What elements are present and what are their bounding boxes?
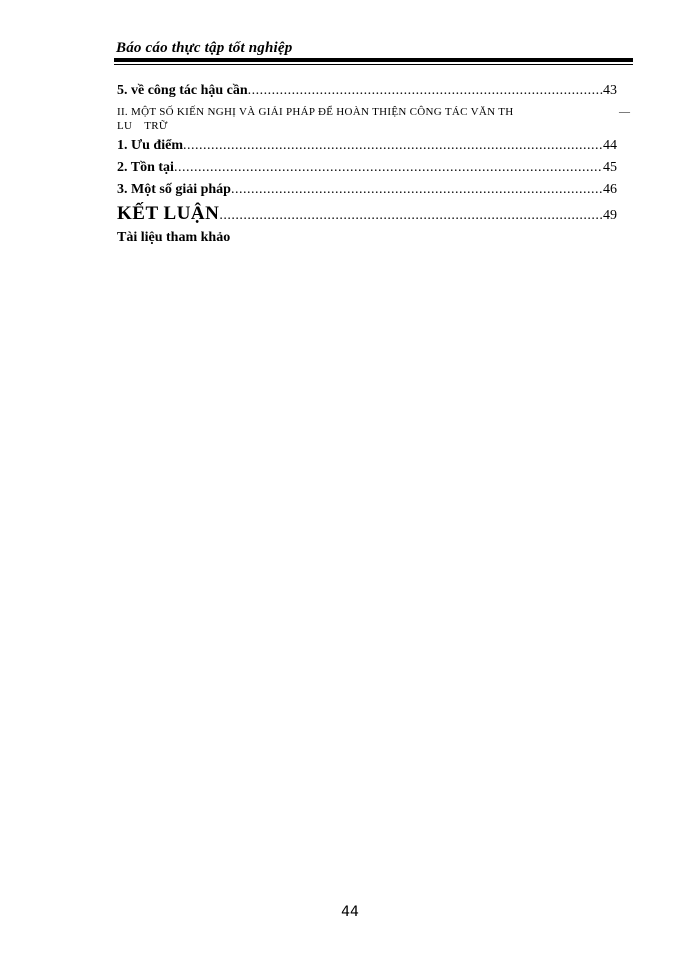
- toc-entry-page: 44: [603, 138, 617, 153]
- running-header-title: Báo cáo thực tập tốt nghiệp: [116, 40, 293, 56]
- toc-entry-page: 46: [603, 182, 617, 197]
- section-heading-line2: LU TRỮ: [117, 120, 168, 132]
- toc-entry-page: 49: [603, 208, 617, 223]
- toc-entry-conclusion: [117, 201, 617, 229]
- dot-leader: [183, 135, 603, 157]
- section-heading-dash: —: [619, 106, 631, 118]
- toc-entry-logistics: [117, 80, 617, 102]
- page-number: 44: [341, 904, 359, 920]
- dot-leader: [231, 179, 603, 201]
- toc-entry-references: Tài liệu tham khảo: [117, 230, 231, 245]
- dot-leader: [248, 80, 603, 102]
- header-rule-thick: [114, 58, 633, 62]
- toc-entry-label: 2. Tồn tại: [117, 160, 174, 175]
- dot-leader: [174, 157, 603, 179]
- toc-entry-advantages: [117, 135, 617, 157]
- toc-entry-page: 45: [603, 160, 617, 175]
- section-heading-line1: II. MỘT SỐ KIẾN NGHỊ VÀ GIẢI PHÁP ĐỂ HOÀN THIỆN CÔNG TÁC VĂN TH: [117, 106, 514, 118]
- toc-entry-solutions: [117, 179, 617, 201]
- toc-entry-limitations: [117, 157, 617, 179]
- toc-section-heading: [117, 105, 631, 133]
- header-rule-thin: [114, 64, 633, 65]
- toc-entry-page: 43: [603, 83, 617, 98]
- toc-entry-label: 1. Ưu điểm: [117, 138, 183, 153]
- toc-entry-label: 5. về công tác hậu cần: [117, 83, 248, 98]
- dot-leader: [219, 203, 603, 229]
- toc-entry-label: KẾT LUẬN: [117, 203, 220, 224]
- toc-entry-label: 3. Một số giải pháp: [117, 182, 231, 197]
- table-of-contents: [117, 80, 631, 247]
